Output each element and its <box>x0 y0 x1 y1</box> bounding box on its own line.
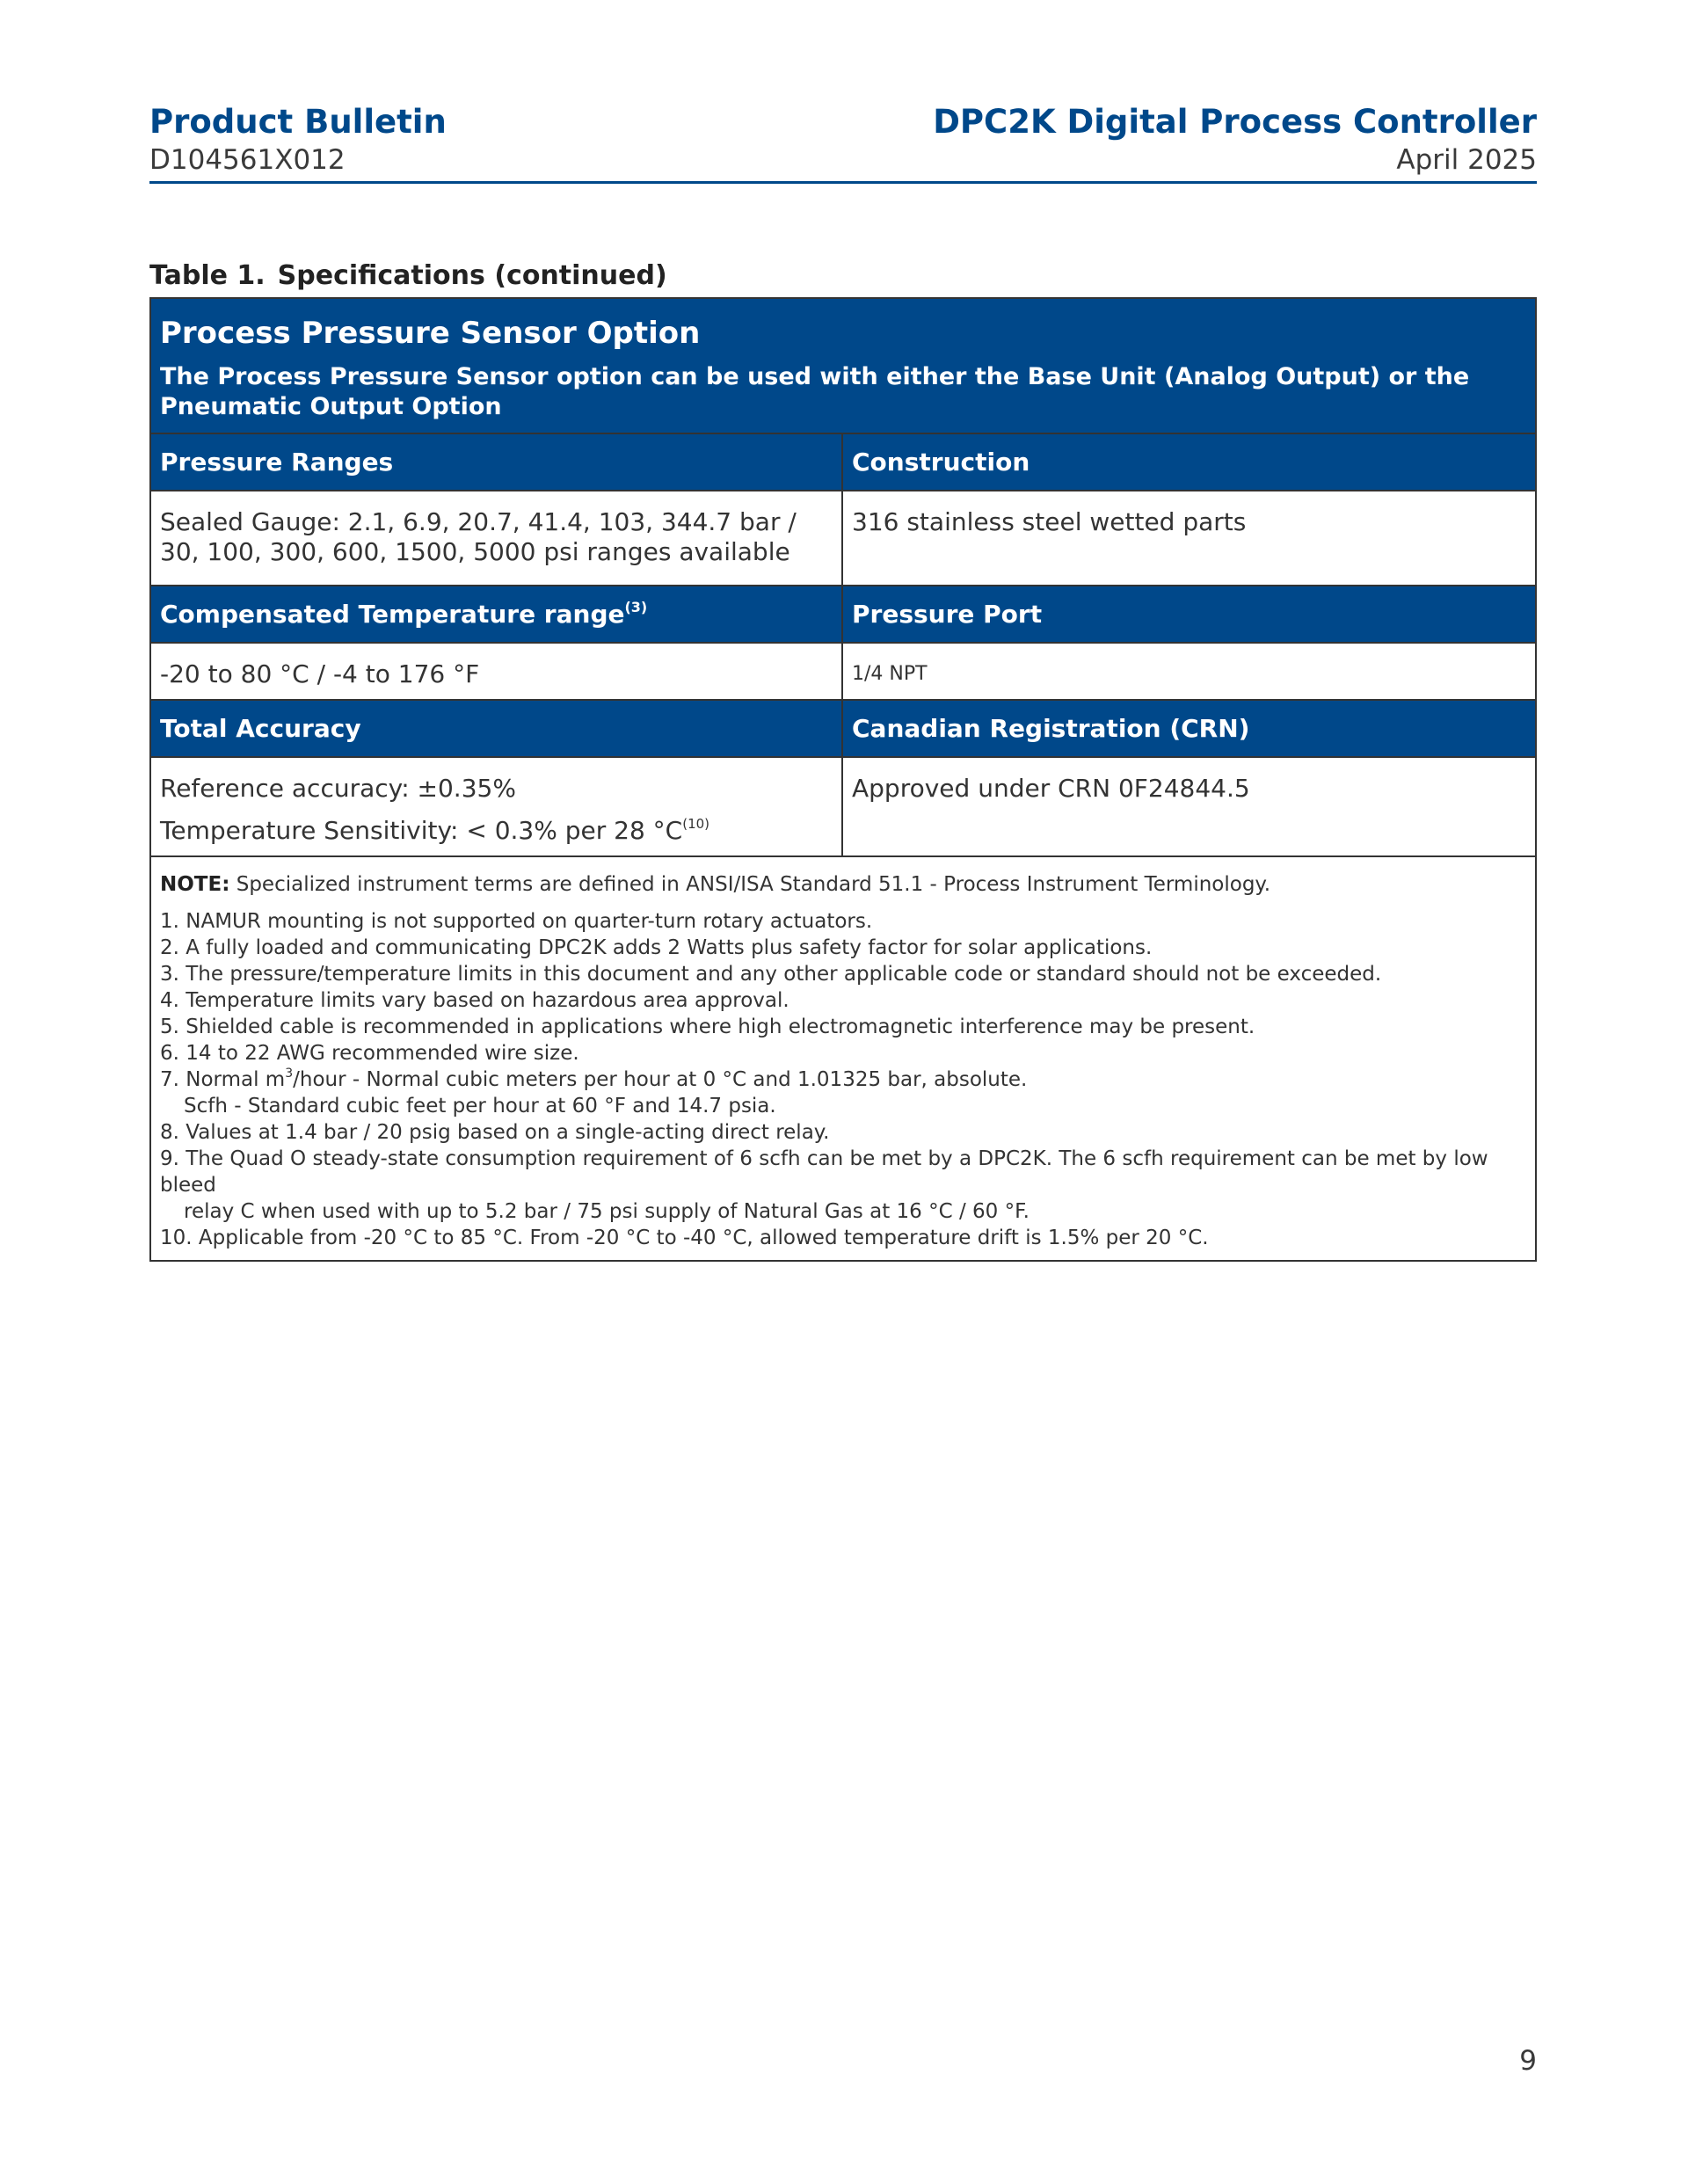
temperature-sensitivity <box>160 816 833 846</box>
construction-value: 316 stainless steel wetted parts <box>852 507 1247 536</box>
header-right <box>933 102 1537 178</box>
table-row-header <box>151 701 1535 758</box>
product-title: DPC2K Digital Process Controller <box>933 103 1537 141</box>
table-row-header <box>151 586 1535 644</box>
specifications-table <box>149 297 1537 1262</box>
header-left <box>149 102 447 178</box>
footnote-10: 10. Applicable from -20 °C to 85 °C. From -20 °C to -40 °C, allowed temperature drift is 1.5% per 20 °C. <box>160 1227 1209 1249</box>
table-row <box>151 644 1535 701</box>
footnote-ref: (10) <box>682 816 710 832</box>
footnote-6: 6. 14 to 22 AWG recommended wire size. <box>160 1042 579 1065</box>
reference-accuracy: Reference accuracy: ±0.35% <box>160 774 516 803</box>
table-row <box>151 758 1535 857</box>
footnote-3: 3. The pressure/temperature limits in this document and any other applicable code or standard should not be exceeded. <box>160 963 1382 986</box>
document-type-title: Product Bulletin <box>149 103 447 141</box>
construction-heading: Construction <box>852 448 1030 477</box>
total-accuracy-value <box>151 758 843 855</box>
footnote-7-continued: Scfh - Standard cubic feet per hour at 60 °F and 14.7 psia. <box>184 1095 776 1117</box>
pressure-ranges-heading: Pressure Ranges <box>151 434 843 490</box>
footnote-7-text-b: /hour - Normal cubic meters per hour at 0 °C and 1.01325 bar, absolute. <box>293 1068 1028 1091</box>
compensated-temperature-heading-text: Compensated Temperature range <box>160 600 625 629</box>
compensated-temperature-value: -20 to 80 °C / -4 to 176 °F <box>151 644 843 699</box>
pressure-port-heading: Pressure Port <box>852 600 1043 629</box>
note-label: NOTE: <box>160 873 230 896</box>
footnote-7 <box>160 1067 1526 1093</box>
footnote-1: 1. NAMUR mounting is not supported on quarter-turn rotary actuators. <box>160 910 873 933</box>
crn-value: Approved under CRN 0F24844.5 <box>852 774 1250 803</box>
compensated-temperature-heading <box>151 586 843 642</box>
footnote-5: 5. Shielded cable is recommended in applications where high electromagnetic interference may be present. <box>160 1016 1255 1038</box>
table-row <box>151 491 1535 586</box>
footnote-ref: (3) <box>624 599 648 615</box>
pressure-port-value: 1/4 NPT <box>852 663 928 685</box>
crn-heading: Canadian Registration (CRN) <box>852 714 1250 743</box>
note-text: Specialized instrument terms are defined in ANSI/ISA Standard 51.1 - Process Instrument Terminology. <box>236 873 1271 896</box>
table-caption-text: Specifications (continued) <box>277 260 667 291</box>
table-row-header <box>151 434 1535 491</box>
footnote-2: 2. A fully loaded and communicating DPC2K adds 2 Watts plus safety factor for solar applications. <box>160 936 1153 959</box>
document-number: D104561X012 <box>149 144 346 176</box>
document-date: April 2025 <box>1396 144 1537 176</box>
footnote-7-text-a: 7. Normal m <box>160 1068 286 1091</box>
table-caption-number: Table 1. <box>149 260 266 291</box>
pressure-ranges-value: Sealed Gauge: 2.1, 6.9, 20.7, 41.4, 103, 344.7 bar / 30, 100, 300, 600, 1500, 5000 psi ranges available <box>151 491 843 585</box>
superscript-3: 3 <box>285 1067 294 1081</box>
table-notes <box>151 857 1535 1260</box>
page-header <box>149 102 1537 184</box>
footnote-9-continued: relay C when used with up to 5.2 bar / 75 psi supply of Natural Gas at 16 °C / 60 °F. <box>184 1200 1030 1223</box>
page-number: 9 <box>1519 2045 1537 2077</box>
section-header <box>151 299 1535 434</box>
temperature-sensitivity-text: Temperature Sensitivity: < 0.3% per 28 °C <box>160 816 683 845</box>
table-caption <box>149 258 667 294</box>
footnote-4: 4. Temperature limits vary based on hazardous area approval. <box>160 989 789 1012</box>
footnote-9: 9. The Quad O steady-state consumption requirement of 6 scfh can be met by a DPC2K. The 6 scfh requirement can be met by low bleed <box>160 1147 1488 1197</box>
note <box>160 871 1526 898</box>
footnote-8: 8. Values at 1.4 bar / 20 psig based on a single-acting direct relay. <box>160 1121 830 1144</box>
total-accuracy-heading: Total Accuracy <box>151 701 843 756</box>
section-title: Process Pressure Sensor Option <box>160 316 701 351</box>
section-description: The Process Pressure Sensor option can be used with either the Base Unit (Analog Output) or the Pneumatic Output Option <box>160 363 1470 420</box>
